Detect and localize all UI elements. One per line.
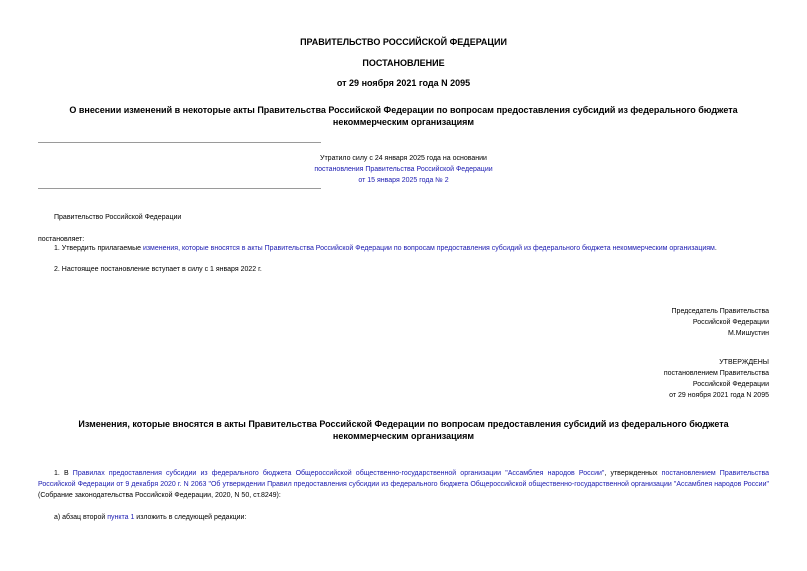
p1-text-a: 1. В bbox=[54, 470, 73, 477]
status-top-rule bbox=[38, 142, 321, 143]
item-1 bbox=[54, 243, 769, 254]
doc-type-heading: ПОСТАНОВЛЕНИЕ bbox=[362, 58, 445, 68]
status-link-decree[interactable]: постановления Правительства Российской Федерации bbox=[314, 166, 493, 173]
signature-block bbox=[672, 306, 769, 339]
p1-text-b: , утвержденных bbox=[604, 470, 662, 477]
signature-line-1: Председатель Правительства bbox=[671, 308, 769, 315]
decree-text: постановляет: bbox=[38, 236, 85, 243]
status-link-date[interactable]: от 15 января 2025 года № 2 bbox=[358, 177, 449, 184]
signature-name: М.Мишустин bbox=[727, 330, 769, 337]
changes-item-a bbox=[54, 512, 246, 523]
rules-link[interactable]: Правилах предоставления субсидии из федерального бюджета Общероссийской общественно-государственной организации "Ассамблея народов России" bbox=[72, 470, 605, 477]
approval-block bbox=[664, 357, 769, 401]
approval-line-1: УТВЕРЖДЕНЫ bbox=[719, 359, 769, 366]
decree-2063-link[interactable]: постановлением Правительства Российской Федерации от 9 декабря 2020 г. N 2063 "Об утверждении Правил предоставления субсидии из федерального бюджета Общероссийской общественно-государственной организации "Ассамблея народов России" bbox=[38, 470, 769, 488]
approval-line-4: от 29 ноября 2021 года N 2095 bbox=[669, 392, 769, 399]
org-heading: ПРАВИТЕЛЬСТВО РОССИЙСКОЙ ФЕДЕРАЦИИ bbox=[300, 37, 507, 47]
pa-text-b: изложить в следующей редакции: bbox=[134, 514, 247, 521]
signature-line-2: Российской Федерации bbox=[692, 319, 769, 326]
status-block bbox=[0, 153, 807, 186]
item-1-prefix: 1. Утвердить прилагаемые bbox=[54, 245, 143, 252]
pa-text-a: а) абзац второй bbox=[54, 514, 108, 521]
status-line-1: Утратило силу с 24 января 2025 года на основании bbox=[320, 155, 487, 162]
date-number-heading: от 29 ноября 2021 года N 2095 bbox=[336, 78, 471, 88]
changes-title: Изменения, которые вносятся в акты Правительства Российской Федерации по вопросам предоставления субсидий из федерального бюджета некоммерческим организациям bbox=[78, 419, 729, 441]
intro-text: Правительство Российской Федерации bbox=[54, 214, 182, 221]
item-2: 2. Настоящее постановление вступает в силу с 1 января 2022 г. bbox=[54, 266, 262, 273]
status-bottom-rule bbox=[38, 188, 321, 189]
p1-text-c: (Собрание законодательства Российской Федерации, 2020, N 50, ст.8249): bbox=[38, 492, 281, 499]
item-1-suffix: . bbox=[714, 245, 717, 252]
item-1-changes-link[interactable]: изменения, которые вносятся в акты Правительства Российской Федерации по вопросам предоставления субсидий из федерального бюджета некоммерческим организациям bbox=[142, 245, 715, 252]
approval-line-2: постановлением Правительства bbox=[663, 370, 769, 377]
point-1-link[interactable]: пункта 1 bbox=[107, 514, 135, 521]
approval-line-3: Российской Федерации bbox=[692, 381, 769, 388]
changes-paragraph-1 bbox=[38, 468, 769, 501]
document-title: О внесении изменений в некоторые акты Правительства Российской Федерации по вопросам предоставления субсидий из федерального бюджета некоммерческим организациям bbox=[69, 105, 738, 127]
